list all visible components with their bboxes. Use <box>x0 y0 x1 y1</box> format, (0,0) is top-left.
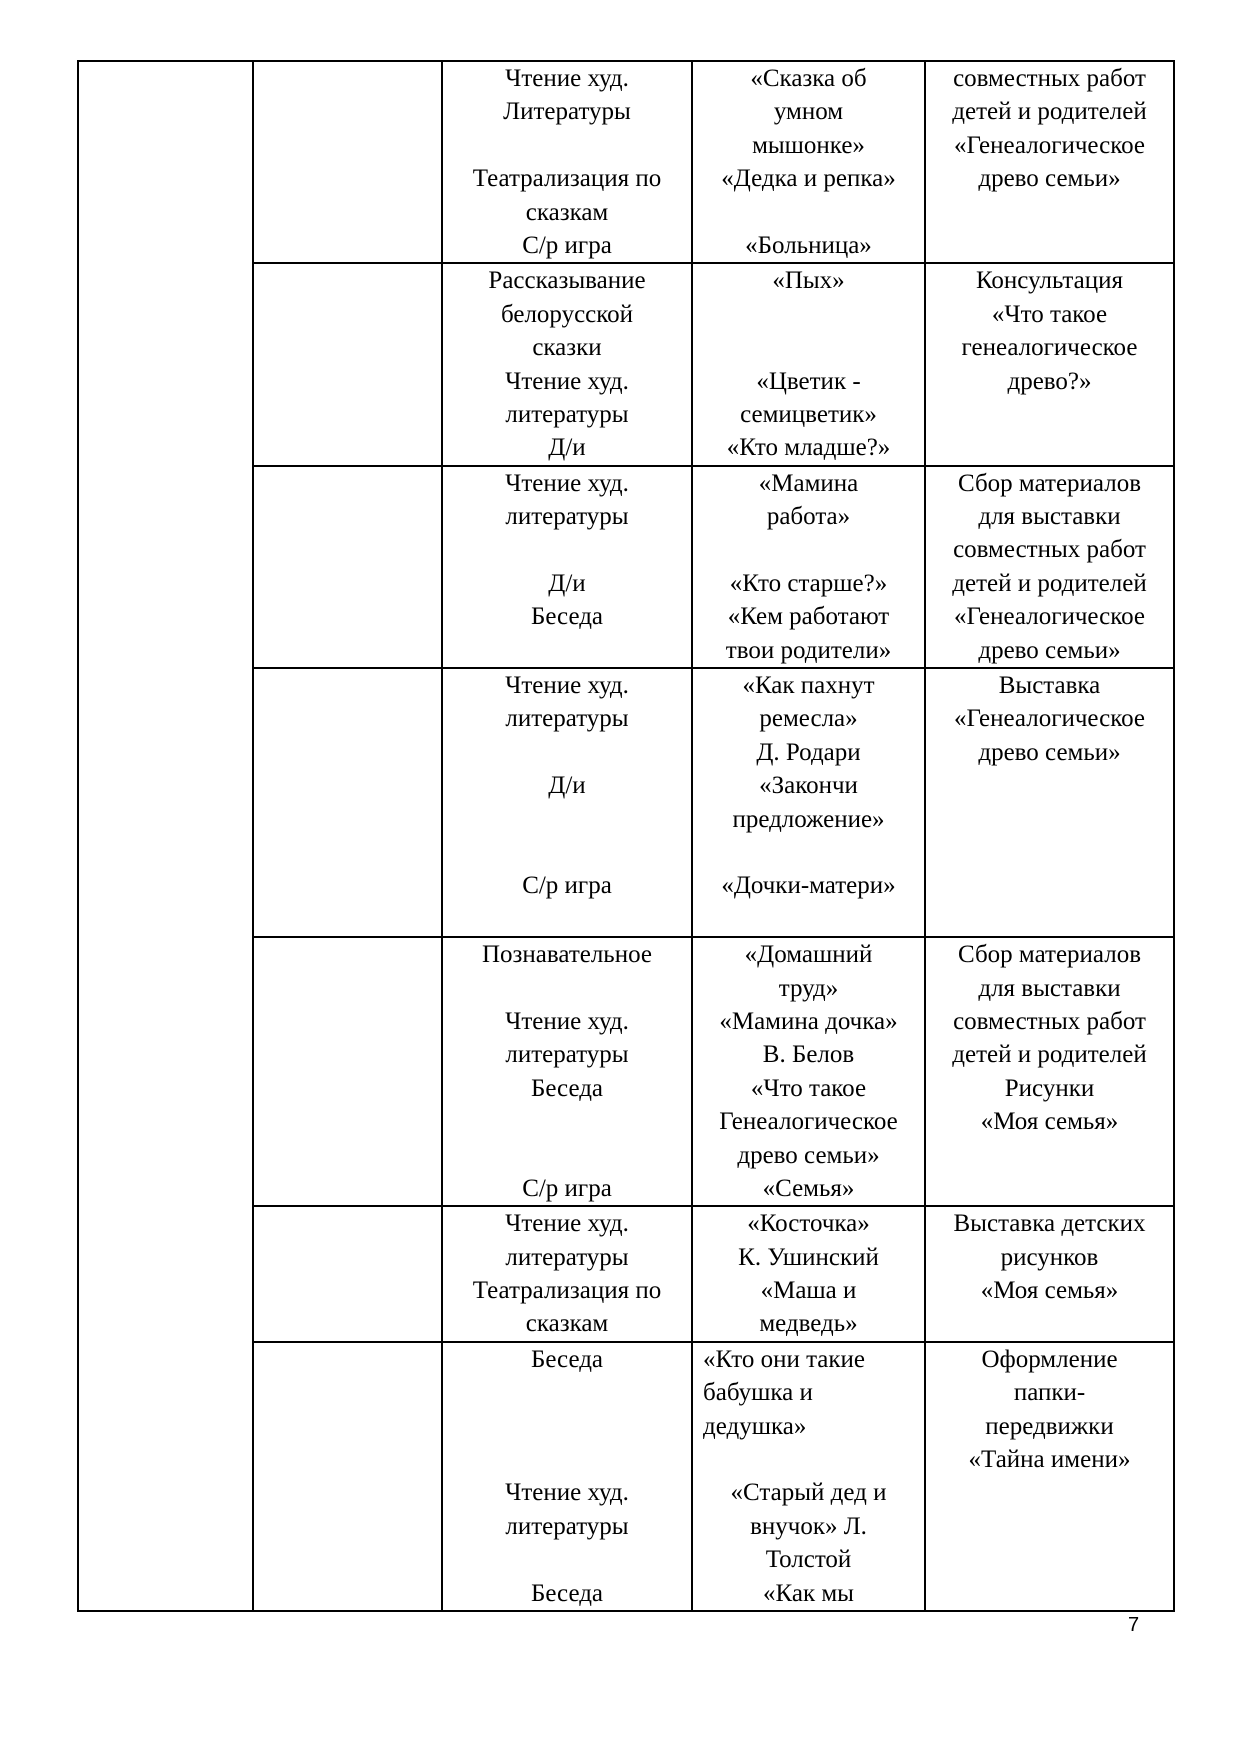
cell-line: «Генеалогическое <box>953 603 1145 631</box>
cell-line <box>443 1139 691 1172</box>
cell-activity-form <box>442 1206 692 1342</box>
cell-line: «Кто младше?» <box>726 434 891 462</box>
cell-activity-form <box>442 937 692 1206</box>
cell-activity-form <box>442 263 692 465</box>
cell-line: сказкам <box>525 198 609 226</box>
cell-line <box>926 1307 1173 1340</box>
cell-line <box>693 298 924 331</box>
cell-line <box>693 196 924 229</box>
cell-line: для выставки <box>978 974 1121 1002</box>
cell-line: мышонке» <box>752 131 865 159</box>
cell-line <box>443 634 691 667</box>
cell-line: твои родители» <box>725 636 892 664</box>
cell-line: «Цветик - <box>756 367 861 395</box>
activity-plan-table <box>77 60 1175 1612</box>
cell-line: «Маша и <box>760 1277 857 1305</box>
cell-line <box>693 903 924 936</box>
cell-content <box>692 263 925 465</box>
cell-line: передвижки <box>985 1412 1114 1440</box>
cell-line: Д/и <box>548 434 586 462</box>
cell-line: «Семья» <box>762 1174 855 1202</box>
cell-line: Выставка детских <box>953 1210 1146 1238</box>
cell-parent-work <box>925 668 1174 937</box>
cell-line: детей и родителей <box>952 1041 1147 1069</box>
cell-line: Чтение худ. <box>505 1479 629 1507</box>
cell-line: труд» <box>778 974 839 1002</box>
cell-line: «Сказка об <box>750 65 867 92</box>
cell-line <box>443 533 691 566</box>
cell-line: внучок» Л. <box>750 1512 867 1540</box>
table-row <box>78 61 1174 263</box>
cell-line: С/р игра <box>522 231 612 259</box>
cell-line: литературы <box>505 1243 629 1271</box>
cell-line: семицветик» <box>740 400 877 428</box>
cell-line: С/р игра <box>522 872 612 900</box>
cell-line: «Дедка и репка» <box>721 165 896 193</box>
cell-line <box>926 229 1173 262</box>
cell-line <box>443 129 691 162</box>
cell-line <box>443 1443 691 1476</box>
cell-line: К. Ушинский <box>738 1243 879 1271</box>
cell-line: бабушка и <box>703 1379 813 1407</box>
cell-week <box>253 1342 442 1611</box>
page-number: 7 <box>1128 1614 1140 1636</box>
cell-line <box>693 836 924 869</box>
cell-parent-work <box>925 937 1174 1206</box>
cell-line: Театрализация по <box>472 165 662 193</box>
cell-line <box>926 431 1173 464</box>
cell-line: Чтение худ. <box>505 65 629 92</box>
cell-line: «Что такое <box>991 300 1108 328</box>
cell-line: «Тайна имени» <box>968 1446 1131 1474</box>
cell-line: Беседа <box>530 603 604 631</box>
cell-week <box>253 1206 442 1342</box>
cell-line: «Что такое <box>750 1074 867 1102</box>
cell-parent-work <box>925 61 1174 263</box>
cell-line: Театрализация по <box>472 1277 662 1305</box>
cell-content <box>692 668 925 937</box>
cell-line: Консультация <box>976 267 1123 295</box>
cell-line: «Дочки-матери» <box>721 872 896 900</box>
cell-line: «Домашний <box>744 941 873 969</box>
cell-line: «Как пахнут <box>742 672 875 700</box>
cell-line <box>693 533 924 566</box>
cell-line <box>926 1476 1173 1509</box>
cell-line: «Мамина <box>758 469 859 497</box>
cell-line: Чтение худ. <box>505 367 629 395</box>
cell-line: Толстой <box>765 1546 852 1574</box>
cell-line: древо семьи» <box>978 165 1121 193</box>
cell-line <box>443 803 691 836</box>
cell-line: «Кто старше?» <box>729 569 888 597</box>
cell-line <box>693 331 924 364</box>
cell-content <box>692 1342 925 1611</box>
cell-line: древо?» <box>1007 367 1092 395</box>
cell-line <box>443 1105 691 1138</box>
cell-line: Д/и <box>548 569 586 597</box>
cell-line: «Косточка» <box>747 1210 870 1238</box>
cell-period <box>78 61 253 1611</box>
cell-line <box>926 869 1173 902</box>
cell-line <box>926 903 1173 936</box>
cell-line: «Кто они такие <box>703 1345 866 1373</box>
cell-parent-work <box>925 466 1174 668</box>
cell-line: детей и родителей <box>952 98 1147 126</box>
cell-line: медведь» <box>759 1310 858 1338</box>
cell-line: «Моя семья» <box>980 1108 1119 1136</box>
cell-line: «Моя семья» <box>980 1277 1119 1305</box>
cell-line: «Мамина дочка» <box>719 1007 898 1035</box>
cell-line: литературы <box>505 400 629 428</box>
cell-line: Познавательное <box>481 941 652 969</box>
cell-line: сказкам <box>525 1310 609 1338</box>
cell-line: Беседа <box>530 1579 604 1607</box>
cell-activity-form <box>442 466 692 668</box>
cell-line <box>926 1139 1173 1172</box>
cell-content <box>692 61 925 263</box>
cell-line: генеалогическое <box>961 334 1138 362</box>
cell-week <box>253 937 442 1206</box>
table-body <box>78 61 1174 1611</box>
cell-line: «Генеалогическое <box>953 705 1145 733</box>
cell-line <box>443 903 691 936</box>
cell-line: «Больница» <box>745 231 872 259</box>
cell-line: «Кем работают <box>727 603 890 631</box>
cell-line: Чтение худ. <box>505 672 629 700</box>
cell-line <box>926 769 1173 802</box>
cell-line: Д. Родари <box>756 738 861 766</box>
cell-line: литературы <box>505 503 629 531</box>
cell-line: «Старый дед и <box>730 1479 887 1507</box>
cell-line: «Пых» <box>772 267 845 295</box>
cell-content <box>692 1206 925 1342</box>
cell-line: Чтение худ. <box>505 1007 629 1035</box>
cell-line: «Как мы <box>763 1579 854 1607</box>
cell-line <box>926 1172 1173 1205</box>
cell-activity-form <box>442 61 692 263</box>
cell-parent-work <box>925 1342 1174 1611</box>
cell-line: работа» <box>766 503 851 531</box>
cell-line <box>443 972 691 1005</box>
cell-line: Литературы <box>503 98 631 126</box>
cell-line: Сбор материалов <box>957 941 1142 969</box>
cell-line <box>926 803 1173 836</box>
cell-line: древо семьи» <box>737 1141 880 1169</box>
cell-line: Оформление <box>981 1345 1118 1373</box>
cell-line: древо семьи» <box>978 636 1121 664</box>
cell-line: рисунков <box>1000 1243 1099 1271</box>
cell-line: «Генеалогическое <box>953 131 1145 159</box>
cell-line: белорусской <box>500 300 634 328</box>
cell-line <box>926 1543 1173 1576</box>
cell-line: литературы <box>505 1041 629 1069</box>
cell-line: литературы <box>505 705 629 733</box>
cell-line <box>443 1410 691 1443</box>
cell-line: Чтение худ. <box>505 469 629 497</box>
cell-line: В. Белов <box>762 1041 855 1069</box>
cell-content <box>692 937 925 1206</box>
cell-line: Рисунки <box>1004 1074 1095 1102</box>
cell-line: для выставки <box>978 503 1121 531</box>
cell-line: совместных работ <box>953 536 1146 564</box>
cell-line <box>693 1443 924 1476</box>
cell-activity-form <box>442 668 692 937</box>
cell-line: Выставка <box>998 672 1101 700</box>
cell-week <box>253 61 442 263</box>
cell-parent-work <box>925 1206 1174 1342</box>
cell-week <box>253 668 442 937</box>
cell-line <box>443 736 691 769</box>
cell-line: Рассказывание <box>488 267 646 295</box>
cell-line: Беседа <box>530 1074 604 1102</box>
cell-line: умном <box>773 98 844 126</box>
cell-line <box>926 836 1173 869</box>
cell-line: папки- <box>1013 1379 1086 1407</box>
cell-line: совместных работ <box>953 1007 1146 1035</box>
cell-line <box>926 398 1173 431</box>
cell-line: Чтение худ. <box>505 1210 629 1238</box>
cell-line: Сбор материалов <box>957 469 1142 497</box>
cell-line: литературы <box>505 1512 629 1540</box>
cell-line: предложение» <box>732 805 885 833</box>
cell-line: Беседа <box>530 1345 604 1373</box>
cell-line <box>443 1543 691 1576</box>
cell-activity-form <box>442 1342 692 1611</box>
cell-line: ремесла» <box>759 705 858 733</box>
cell-parent-work <box>925 263 1174 465</box>
cell-line: древо семьи» <box>978 738 1121 766</box>
cell-line <box>926 1577 1173 1610</box>
cell-line: Д/и <box>548 772 586 800</box>
cell-line: дедушка» <box>703 1412 807 1440</box>
cell-line: С/р игра <box>522 1174 612 1202</box>
cell-week <box>253 263 442 465</box>
cell-line: «Закончи <box>759 772 858 800</box>
cell-line: сказки <box>532 334 602 362</box>
cell-line <box>443 1376 691 1409</box>
cell-line <box>926 196 1173 229</box>
cell-week <box>253 466 442 668</box>
cell-line <box>926 1510 1173 1543</box>
cell-line: Генеалогическое <box>719 1108 898 1136</box>
cell-line: совместных работ <box>953 65 1146 92</box>
cell-line: детей и родителей <box>952 569 1147 597</box>
cell-content <box>692 466 925 668</box>
cell-line <box>443 836 691 869</box>
